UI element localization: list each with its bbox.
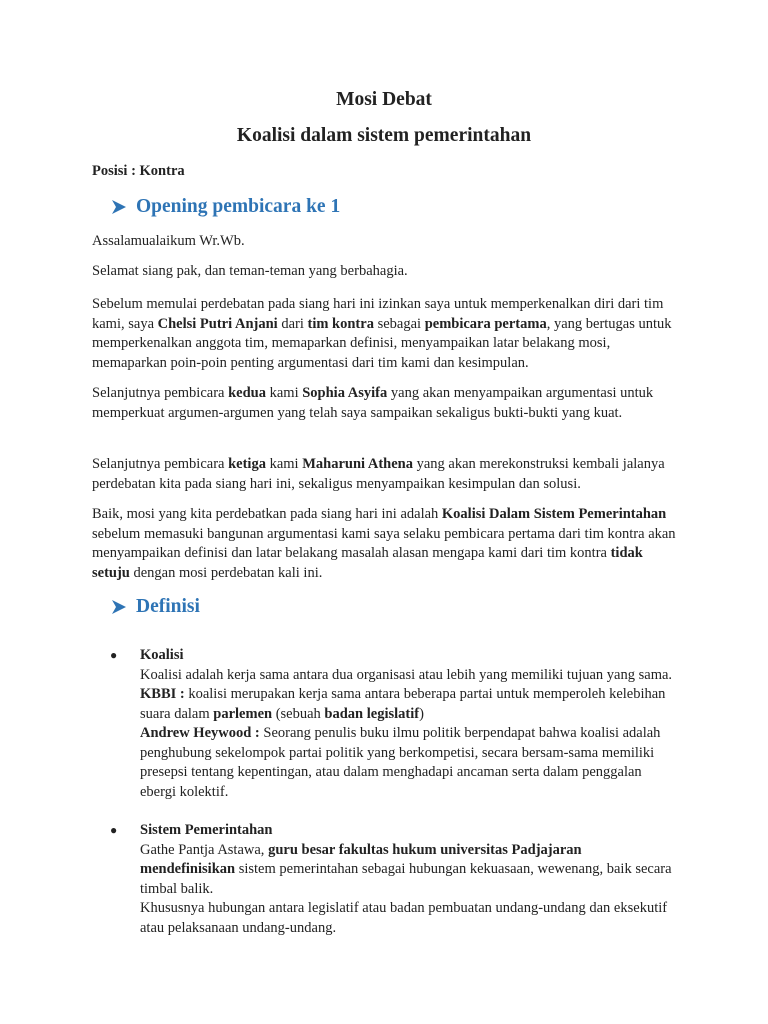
second-speaker-name: Sophia Asyifa — [302, 385, 388, 401]
paragraph-second-speaker: Selanjutnya pembicara kedua kami Sophia Asyifa yang akan menyampaikan argumentasi untuk memperkuat argumen-argumen yang telah saya sampaikan sekaligus bukti-bukti yang kuat. — [92, 385, 654, 421]
paragraph-motion: Baik, mosi yang kita perdebatkan pada siang hari ini adalah Koalisi Dalam Sistem Pemerintahan sebelum memasuki bangunan argumentasi kami saya selaku pembicara pertama dari tim kontra akan menyampaikan definisi dan latar belakang masalah alasan mengapa kami dari tim kontra tidak setuju dengan mosi perdebatan kali ini. — [92, 506, 676, 581]
definition-andrew-heywood: Andrew Heywood : Seorang penulis buku ilmu politik berpendapat bahwa koalisi adalah penghubung sekelompok partai politik yang berkompetisi, secara bersam-sama memiliki presepsi tentang kepentingan, atau dalam menghadapi ancaman serta dalam penggalan ebergi kolektif. — [140, 725, 661, 800]
bullet-icon: ● — [110, 648, 118, 662]
document-subtitle: Koalisi dalam sistem pemerintahan — [236, 125, 532, 146]
speaker-role: pembicara pertama — [424, 315, 547, 332]
section-heading-opening — [110, 193, 340, 221]
speaker-name: Chelsi Putri Anjani — [157, 315, 278, 332]
section-heading-opening-text: Opening pembicara ke 1 — [136, 196, 341, 217]
term-sistem-pemerintahan: Sistem Pemerintahan — [140, 822, 273, 838]
third-speaker-name: Maharuni Athena — [302, 456, 413, 472]
bullet-icon: ● — [110, 823, 118, 837]
arrowhead-bullet-icon — [110, 198, 128, 216]
document-title: Mosi Debat — [336, 89, 432, 110]
definition-sistem-pemerintahan: Gathe Pantja Astawa, guru besar fakultas hukum universitas Padjajaran mendefinisikan sistem pemerintahan sebagai hubungan kekuasaan, wewenang, baik secara timbal balik. — [140, 841, 672, 897]
position-label: Posisi : Kontra — [92, 163, 185, 179]
definition-koalisi: Koalisi adalah kerja sama antara dua organisasi atau lebih yang memiliki tujuan yang sama. — [140, 666, 673, 683]
paragraph-third-speaker: Selanjutnya pembicara ketiga kami Maharuni Athena yang akan merekonstruksi kembali jalanya perdebatan kita pada siang hari ini, sekaligus menyampaikan kesimpulan dan solusi. — [92, 456, 665, 492]
paragraph-introduction: Sebelum memulai perdebatan pada siang hari ini izinkan saya untuk memperkenalkan diri dari tim kami, saya Chelsi Putri Anjani dari tim kontra sebagai pembicara pertama, yang bertugas untuk memperkenalkan anggota tim, memaparkan definisi, menyampaikan latar belakang mosi, memaparkan poin-poin penting argumentasi dari tim kami dan kesimpulan. — [92, 296, 672, 371]
motion-title: Koalisi Dalam Sistem Pemerintahan — [441, 506, 667, 522]
section-heading-definisi-text: Definisi — [136, 596, 200, 617]
section-heading-definisi — [110, 593, 200, 621]
paragraph-welcome: Selamat siang pak, dan teman-teman yang berbahagia. — [92, 263, 408, 279]
paragraph-greeting: Assalamualaikum Wr.Wb. — [92, 233, 245, 249]
team-name: tim kontra — [307, 315, 374, 332]
definition-legislatif-eksekutif: Khususnya hubungan antara legislatif atau badan pembuatan undang-undang dan eksekutif atau pelaksanaan undang-undang. — [140, 900, 668, 936]
term-koalisi: Koalisi — [140, 647, 184, 663]
definition-kbbi: KBBI : koalisi merupakan kerja sama antara beberapa partai untuk memperoleh kelebihan suara dalam parlemen (sebuah badan legislatif) — [140, 686, 666, 722]
arrowhead-bullet-icon — [110, 598, 128, 616]
